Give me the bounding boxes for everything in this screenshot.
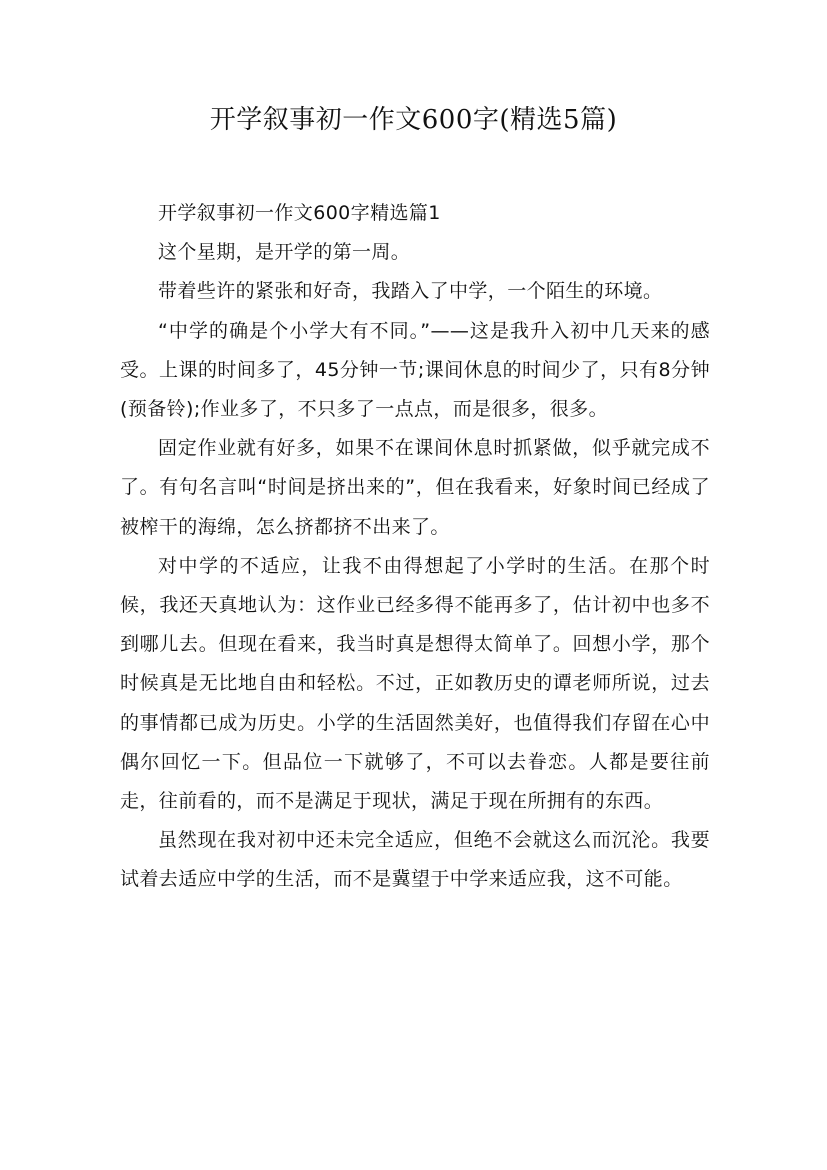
document-body	[120, 194, 710, 900]
paragraph: 固定作业就有好多，如果不在课间休息时抓紧做，似乎就完成不了。有句名言叫“时间是挤出来的”，但在我看来，好象时间已经成了被榨干的海绵，怎么挤都挤不出来了。	[120, 437, 710, 538]
paragraph: 这个星期，是开学的第一周。	[158, 241, 411, 264]
paragraph: “中学的确是个小学大有不同。”——这是我升入初中几天来的感受。上课的时间多了，45分钟一节;课间休息的时间少了，只有8分钟(预备铃);作业多了，不只多了一点点，而是很多，很多。	[120, 319, 710, 421]
document-title: 开学叙事初一作文600字(精选5篇)	[209, 105, 618, 135]
paragraph: 带着些许的紧张和好奇，我踏入了中学，一个陌生的环境。	[158, 280, 663, 303]
paragraph: 对中学的不适应，让我不由得想起了小学时的生活。在那个时候，我还天真地认为：这作业已经多得不能再多了，估计初中也多不到哪儿去。但现在看来，我当时真是想得太简单了。回想小学，那个时候真是无比地自由和轻松。不过，正如教历史的谭老师所说，过去的事情都已成为历史。小学的生活固然美好，也值得我们存留在心中偶尔回忆一下。但品位一下就够了，不可以去眷恋。人都是要往前走，往前看的，而不是满足于现状，满足于现在所拥有的东西。	[120, 554, 710, 813]
section-heading: 开学叙事初一作文600字精选篇1	[158, 202, 441, 224]
paragraph: 虽然现在我对初中还未完全适应，但绝不会就这么而沉沦。我要试着去适应中学的生活，而不是冀望于中学来适应我，这不可能。	[120, 829, 710, 891]
